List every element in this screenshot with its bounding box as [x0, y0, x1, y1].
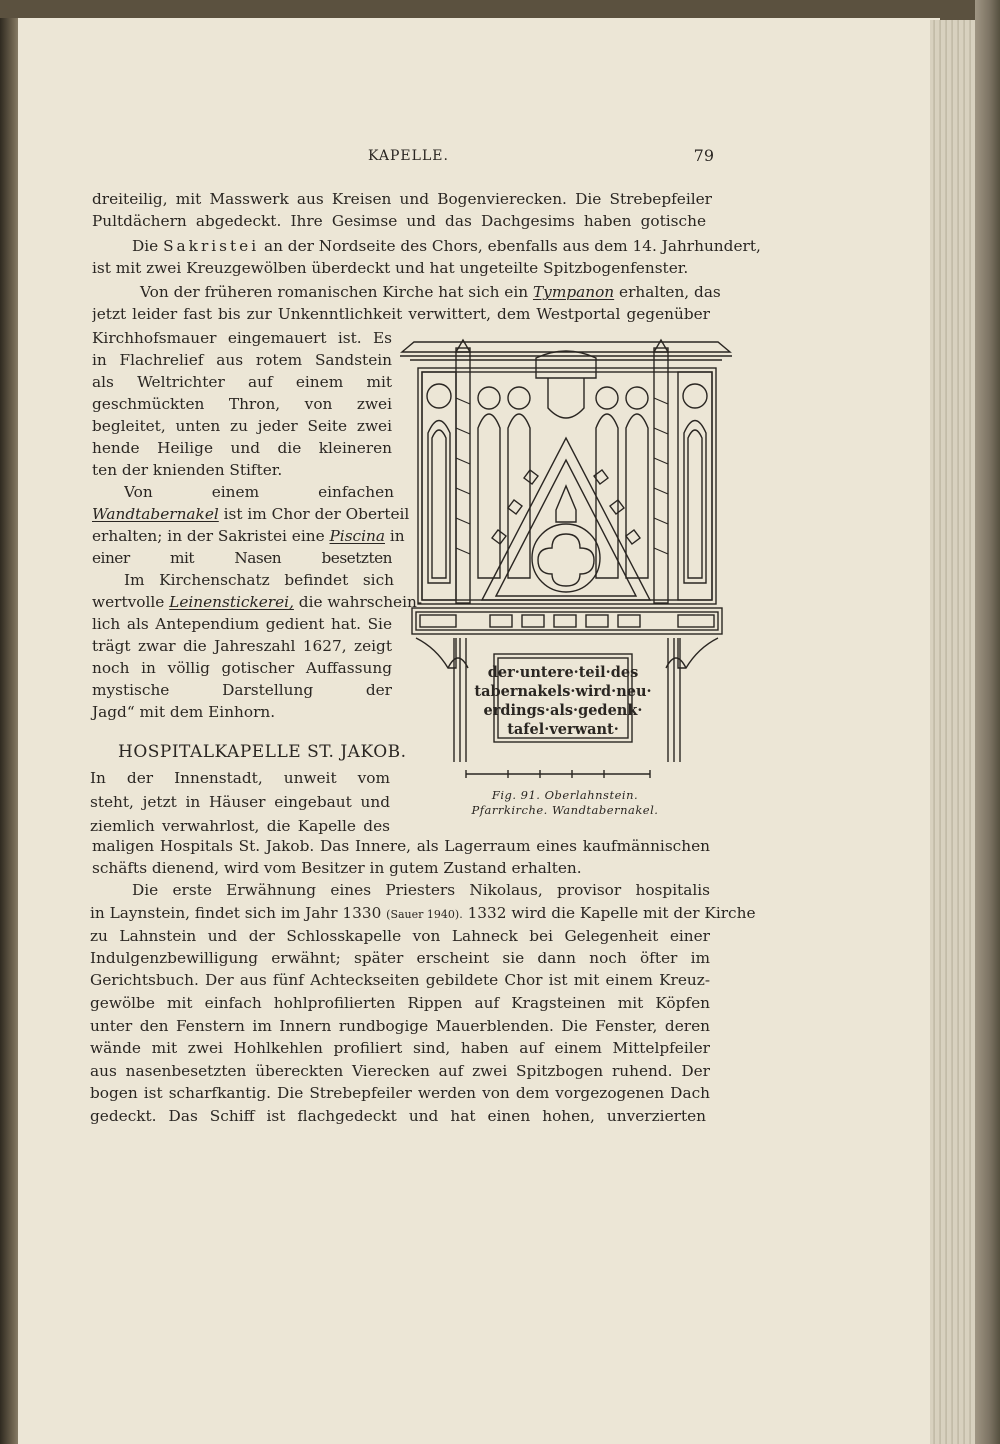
figure-caption-line2: Pfarrkirche. Wandtabernakel. [471, 803, 659, 817]
text-line [92, 526, 405, 546]
text-line [132, 236, 761, 256]
text-line: Pultdächern abgedeckt. Ihre Gesimse und das Dachgesims haben gotische [92, 212, 706, 230]
text-span: 1332 wird die Kapelle mit der Kirche [462, 904, 756, 922]
text-line: schäfts dienend, wird vom Besitzer in gutem Zustand erhalten. [92, 859, 582, 877]
text-line: einer mit Nasen besetzten [92, 549, 392, 567]
text-line: lich als Antependium gedient hat. Sie [92, 615, 392, 633]
inscription-line: tafel·verwant· [507, 721, 619, 738]
text-line: trägt zwar die Jahreszahl 1627, zeigt [92, 637, 392, 655]
text-line: aus nasenbesetzten übereckten Vierecken auf zwei Spitzbogen ruhend. Der [90, 1062, 710, 1080]
text-line: bogen ist scharfkantig. Die Strebepfeiler werden von dem vorgezogenen Dach [90, 1084, 710, 1102]
running-header [88, 146, 714, 168]
text-line [90, 903, 756, 925]
text-line: wände mit zwei Hohlkehlen profiliert sind, haben auf einem Mittelpfeiler [90, 1039, 710, 1057]
text-line: Jagd“ mit dem Einhorn. [92, 703, 276, 721]
inscription-line: erdings·als·gedenk· [483, 702, 643, 719]
text-line: dreiteilig, mit Masswerk aus Kreisen und Bogenvierecken. Die Strebepfeiler [92, 190, 712, 208]
text-line: Gerichtsbuch. Der aus fünf Achteckseiten gebildete Chor ist mit einem Kreuz- [90, 971, 710, 989]
book-cover-edge [975, 0, 1000, 1444]
text-line: in Flachrelief aus rotem Sandstein [92, 351, 392, 369]
figure-wandtabernakel [396, 338, 736, 783]
tabernacle-drawing [396, 338, 736, 783]
text-line: Im Kirchenschatz befindet sich [124, 571, 394, 589]
text-span: erhalten; in der Sakristei eine [92, 527, 330, 545]
text-line [140, 282, 721, 302]
text-span: an der Nordseite des Chors, ebenfalls aus dem 14. Jahrhundert, [259, 237, 761, 255]
text-line: als Weltrichter auf einem mit [92, 373, 392, 391]
section-heading: HOSPITALKAPELLE ST. JAKOB. [118, 742, 407, 762]
text-line: In der Innenstadt, unweit vom [90, 769, 390, 787]
text-span-small: (Sauer 1940). [386, 908, 463, 921]
text-span-italic: Wandtabernakel [92, 505, 219, 523]
inscription-line: der·untere·teil·des [487, 664, 639, 681]
text-span: Die [132, 237, 164, 255]
text-line: ziemlich verwahrlost, die Kapelle des [90, 817, 390, 835]
running-title: KAPELLE. [368, 148, 449, 164]
text-line: gedeckt. Das Schiff ist flachgedeckt und hat einen hohen, unverzierten [90, 1107, 706, 1125]
text-span: Von der früheren romanischen Kirche hat sich ein [140, 283, 533, 301]
text-span: die wahrschein- [293, 593, 423, 611]
text-line: unter den Fenstern im Innern rundbogige Mauerblenden. Die Fenster, deren [90, 1017, 710, 1035]
text-span: erhalten, das [614, 283, 721, 301]
text-line: ist mit zwei Kreuzgewölben überdeckt und hat ungeteilte Spitzbogenfenster. [92, 259, 689, 277]
text-span-spaced: Sakristei [163, 237, 260, 255]
text-line: ten der knienden Stifter. [92, 461, 283, 479]
page-number: 79 [693, 146, 714, 165]
text-line: Von einem einfachen [124, 483, 394, 501]
text-line: mystische Darstellung der [92, 681, 392, 699]
text-span: in Laynstein, findet sich im Jahr 1330 [90, 904, 387, 922]
text-span-italic: Tympanon [532, 283, 615, 301]
text-line: Die erste Erwähnung eines Priesters Nikolaus, provisor hospitalis [132, 881, 710, 899]
text-line: geschmückten Thron, von zwei [92, 395, 392, 413]
text-line [92, 504, 410, 524]
text-line: begleitet, unten zu jeder Seite zwei [92, 417, 392, 435]
text-line: zu Lahnstein und der Schlosskapelle von Lahneck bei Gelegenheit einer [90, 927, 710, 945]
text-span: in [384, 527, 405, 545]
text-span: wertvolle [92, 593, 170, 611]
text-line: hende Heilige und die kleineren [92, 439, 392, 457]
text-line: gewölbe mit einfach hohlprofilierten Rippen auf Kragsteinen mit Köpfen [90, 994, 710, 1012]
text-line: noch in völlig gotischer Auffassung [92, 659, 392, 677]
figure-caption-line1: Fig. 91. Oberlahnstein. [491, 788, 639, 802]
text-line [92, 592, 423, 612]
text-span-italic: Piscina [329, 527, 385, 545]
text-line: Indulgenzbewilligung erwähnt; später erscheint sie dann noch öfter im [90, 949, 710, 967]
inscription-line: tabernakels·wird·neu· [474, 683, 652, 700]
text-span-italic: Leinenstickerei, [169, 593, 294, 611]
text-line: Kirchhofsmauer eingemauert ist. Es [92, 329, 392, 347]
text-span: ist im Chor der Oberteil [218, 505, 410, 523]
text-line: jetzt leider fast bis zur Unkenntlichkeit verwittert, dem Westportal gegenüber [92, 305, 710, 323]
text-line: maligen Hospitals St. Jakob. Das Innere, als Lagerraum eines kaufmännischen [92, 837, 710, 855]
text-line: steht, jetzt in Häuser eingebaut und [90, 793, 390, 811]
